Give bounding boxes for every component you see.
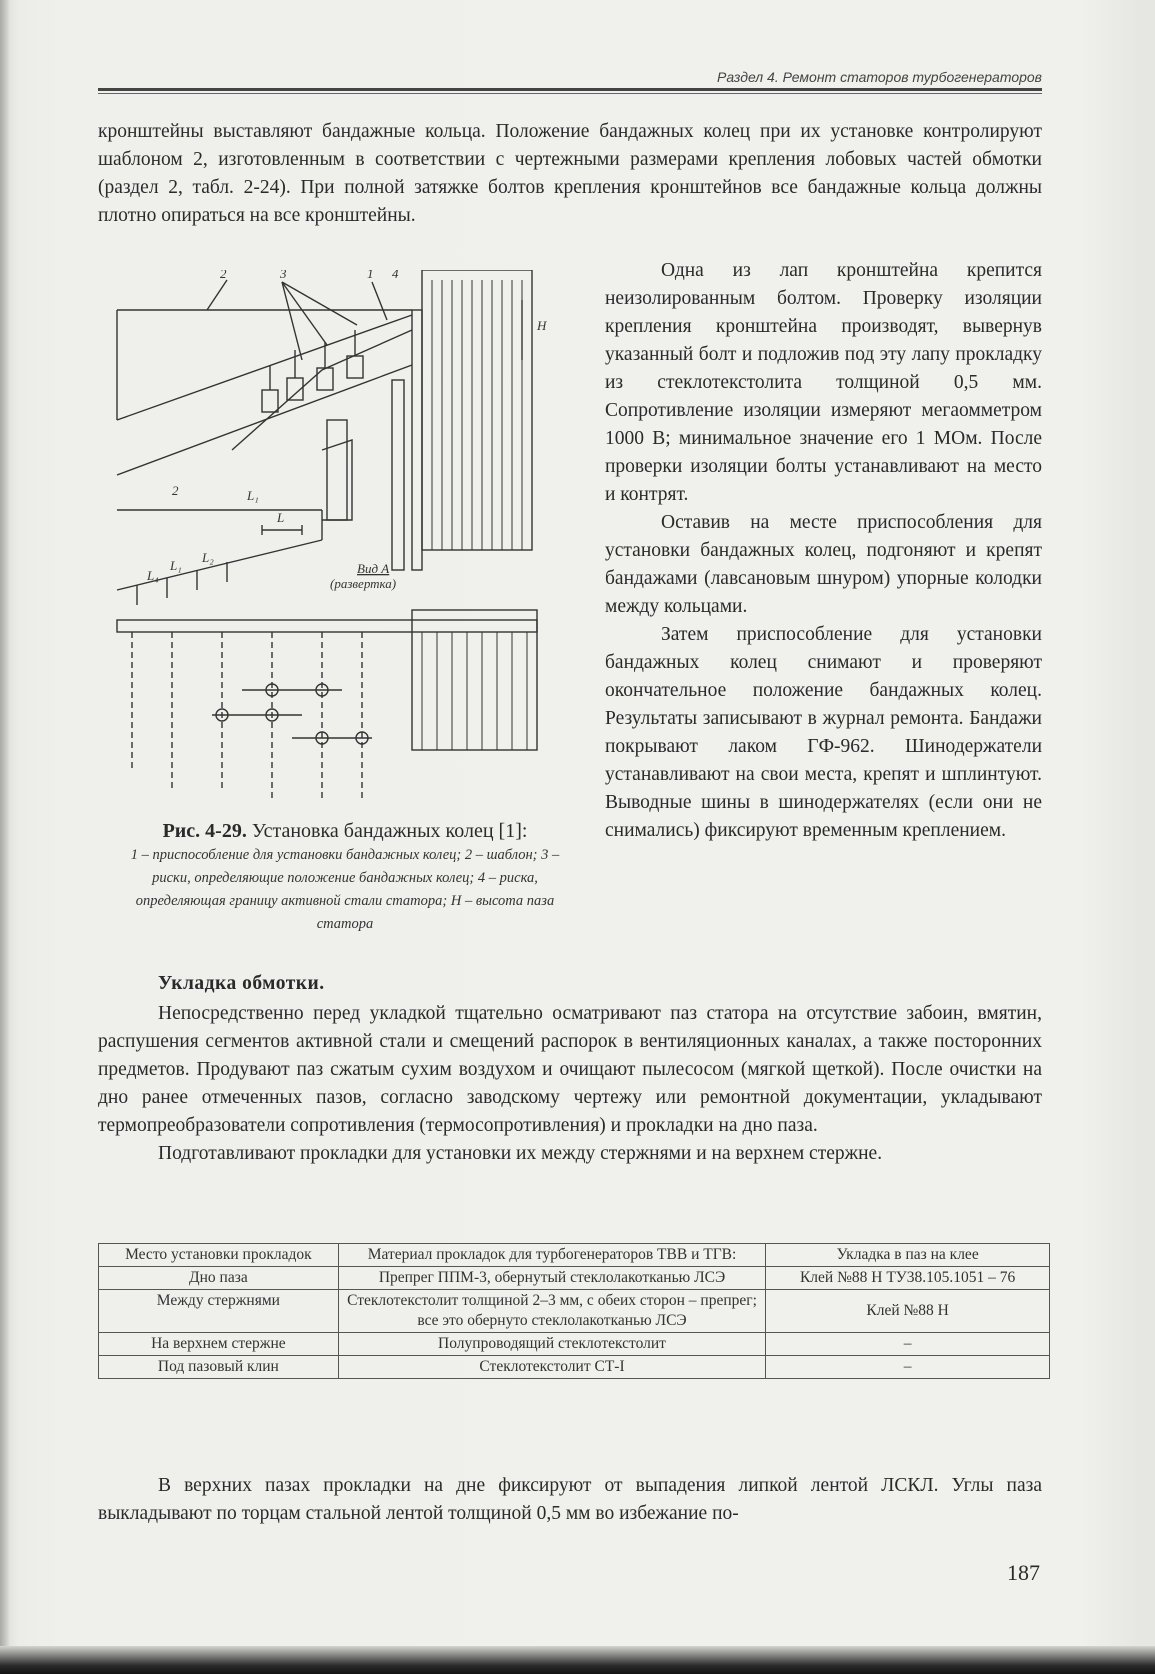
- right-column-text: [605, 257, 1042, 845]
- table-row: [99, 1267, 1050, 1290]
- fig-label-l: L: [277, 510, 285, 525]
- fig-view-a: Вид А: [357, 561, 390, 576]
- tail-text: [98, 1472, 1042, 1528]
- right-paragraph-3: Затем приспособление для установки бандажных колец снимают и проверяют окончательное положение бандажных колец. Результаты записывают в журнал ремонта. Бандажи покрывают лаком ГФ-962. Шинодержатели устанавливают на свои места, крепят и шплинтуют. Выводные шины в шинодержателях (если они не снимались) фиксируют временным креплением.: [605, 624, 1042, 841]
- figure-4-29-drawing: [112, 270, 570, 810]
- page-number: 187: [1007, 1560, 1040, 1585]
- right-paragraph-1: Одна из лап кронштейна крепится неизолированным болтом. Проверку изоляции крепления кронштейна производят, вывернув указанный болт и подложив под эту лапу прокладку из стеклотекстолита толщиной 0,5 мм. Сопротивление изоляции измеряют мегаомметром 1000 В; минимальное значение его 1 МОм. После проверки изоляции болты устанавливают на место и контрят.: [605, 260, 1042, 505]
- caption-text: Установка бандажных колец [1]:: [251, 820, 528, 842]
- fig-label-3: 3: [280, 270, 287, 281]
- table-row: [99, 1333, 1050, 1356]
- table-cell: Клей №88 Н: [766, 1290, 1050, 1333]
- table-cell: Клей №88 Н ТУ38.105.1051 – 76: [766, 1267, 1050, 1290]
- fig-label-h: H: [537, 318, 547, 333]
- header-rule: [98, 88, 1042, 91]
- table-cell: Полупроводящий стеклотекстолит: [338, 1333, 766, 1356]
- table-header-cell: Материал прокладок для турбогенераторов ТВВ и ТГВ:: [338, 1244, 766, 1267]
- fig-label-l4: L₄: [147, 568, 159, 583]
- table-cell: Под пазовый клин: [99, 1356, 339, 1379]
- table-row: [99, 1356, 1050, 1379]
- section-body: [98, 1000, 1042, 1168]
- table-cell: Препрег ППМ-3, обернутый стеклолакотканью ЛСЭ: [338, 1267, 766, 1290]
- fig-label-2b: 2: [172, 483, 179, 498]
- fig-view-sub: (развертка): [330, 576, 397, 591]
- header-rule-thin: [98, 93, 1042, 94]
- scan-bottom-edge: [0, 1646, 1155, 1674]
- fig-label-2: 2: [220, 270, 227, 281]
- table-header-cell: Укладка в паз на клее: [766, 1244, 1050, 1267]
- table-cell: –: [766, 1356, 1050, 1379]
- table-cell: Стеклотекстолит СТ-I: [338, 1356, 766, 1379]
- fig-label-1: 1: [367, 270, 374, 281]
- table-cell: Между стержнями: [99, 1290, 339, 1333]
- table-cell: На верхнем стержне: [99, 1333, 339, 1356]
- fig-label-l2: L₂: [202, 550, 214, 565]
- figure-caption: [110, 818, 580, 936]
- binding-shadow: [0, 0, 10, 1674]
- running-header: Раздел 4. Ремонт статоров турбогенераторов: [717, 69, 1042, 85]
- caption-title: [110, 818, 580, 844]
- intro-paragraph: кронштейны выставляют бандажные кольца. Положение бандажных колец при их установке контролируют шаблоном 2, изготовленным в соответствии с чертежными размерами крепления лобовых частей обмотки (раздел 2, табл. 2-24). При полной затяжке болтов крепления кронштейнов все бандажные кольца должны плотно опираться на все кронштейны.: [98, 121, 1042, 226]
- fig-label-l1: L₁: [247, 488, 259, 503]
- right-paragraph-2: Оставив на месте приспособления для установки бандажных колец, подгоняют и крепят бандажами (лавсановым шнуром) упорные колодки между кольцами.: [605, 512, 1042, 617]
- table-header-row: [99, 1244, 1050, 1267]
- fig-label-4: 4: [392, 270, 399, 281]
- caption-legend: 1 – приспособление для установки бандажных колец; 2 – шаблон; 3 – риски, определяющие положение бандажных колец; 4 – риска, определяющая границу активной стали статора; H – высота паза статора: [130, 847, 560, 932]
- table-cell: Дно паза: [99, 1267, 339, 1290]
- section-heading: Укладка обмотки.: [158, 973, 325, 994]
- caption-number: Рис. 4-29.: [162, 820, 247, 842]
- pads-table: [98, 1243, 1050, 1379]
- section-paragraph-1: Непосредственно перед укладкой тщательно осматривают паз статора на отсутствие забоин, вмятин, распушения сегментов активной стали и смещений распорок в вентиляционных каналах, а также посторонних предметов. Продувают паз сжатым сухим воздухом и очищают пылесосом (мягкой щеткой). После очистки на дно ранее отмеченных пазов, согласно заводскому чертежу или ремонтной документации, укладывают термопреобразователи сопротивления (термосопротивления) и прокладки на дно паза.: [98, 1003, 1042, 1136]
- table-row: [99, 1290, 1050, 1333]
- table-cell: –: [766, 1333, 1050, 1356]
- table-header-cell: Место установки прокладок: [99, 1244, 339, 1267]
- section-paragraph-2: Подготавливают прокладки для установки их между стержнями и на верхнем стержне.: [158, 1143, 883, 1164]
- fig-label-l1b: L₁: [170, 558, 182, 573]
- table-cell: Стеклотекстолит толщиной 2–3 мм, с обеих сторон – препрег; все это обернуто стеклолакотканью ЛСЭ: [338, 1290, 766, 1333]
- tail-paragraph: В верхних пазах прокладки на дне фиксируют от выпадения липкой лентой ЛСКЛ. Углы паза выкладывают по торцам стальной лентой толщиной 0,5 мм во избежание по-: [98, 1475, 1042, 1524]
